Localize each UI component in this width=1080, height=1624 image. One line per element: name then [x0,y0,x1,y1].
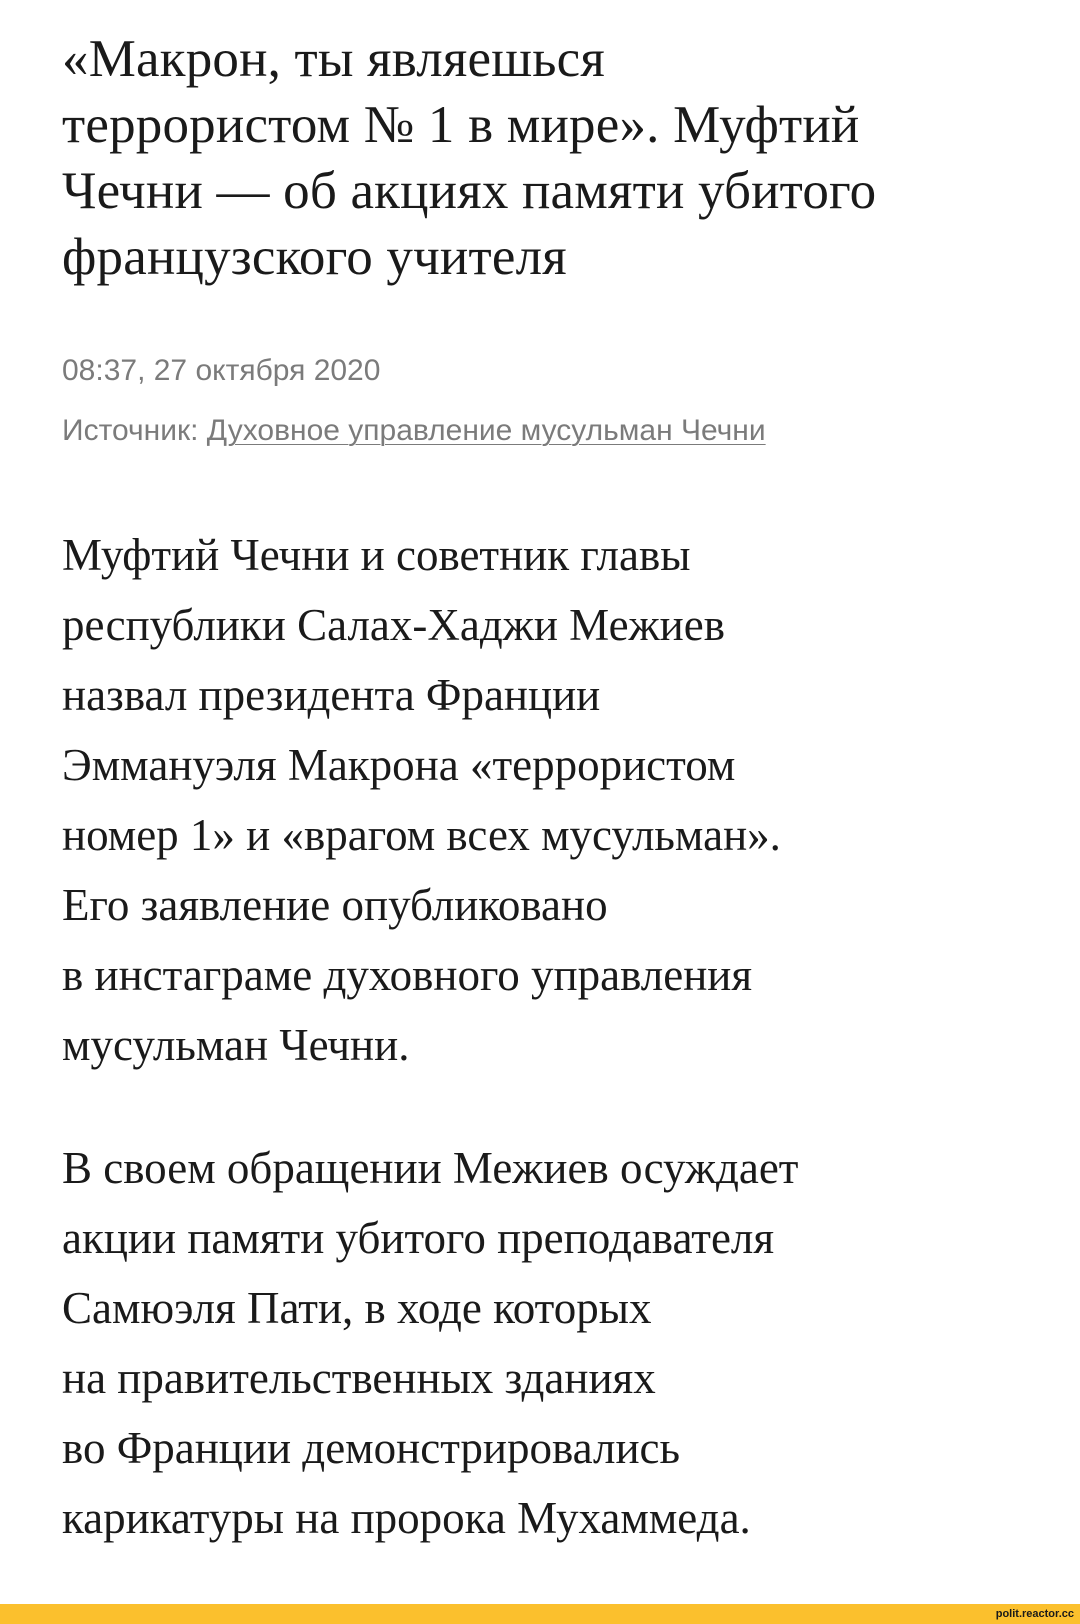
paragraph-line: В своем обращении Межиев осуждает [62,1143,799,1193]
footer-bar [0,1604,1080,1624]
article [62,0,1022,1543]
paragraph-line: в инстаграме духовного управления [62,950,753,1000]
source-link[interactable]: Духовное управление мусульман Чечни [206,414,766,447]
paragraph-line: Эммануэля Макрона «террористом [62,740,736,790]
paragraph-line: Его заявление опубликовано [62,880,608,930]
paragraph-line: Муфтий Чечни и советник главы [62,530,691,580]
paragraph-line: назвал президента Франции [62,670,601,720]
paragraph-line: карикатуры на пророка Мухаммеда. [62,1493,751,1543]
source-label: Источник: [62,414,207,447]
headline-line: «Макрон, ты являешься [62,30,605,88]
headline-line: Чечни — об акциях памяти убитого [62,162,877,220]
site-watermark: polit.reactor.cc [995,1608,1074,1620]
paragraph-line: акции памяти убитого преподавателя [62,1213,775,1263]
paragraph-line: во Франции демонстрировались [62,1423,681,1473]
paragraph-line: мусульман Чечни. [62,1020,410,1070]
headline-line: террористом № 1 в мире». Муфтий [62,96,860,154]
source-line [62,411,766,451]
publish-date: 08:37, 27 октября 2020 [62,354,381,387]
headline-line: французского учителя [62,228,567,286]
article-paragraph-1 [62,520,781,1080]
paragraph-line: на правительственных зданиях [62,1353,656,1403]
headline [62,0,1022,290]
paragraph-line: номер 1» и «врагом всех мусульман». [62,810,781,860]
paragraph-line: Самюэля Пати, в ходе которых [62,1283,652,1333]
article-paragraph-2 [62,1133,798,1553]
paragraph-line: республики Салах-Хаджи Межиев [62,600,725,650]
